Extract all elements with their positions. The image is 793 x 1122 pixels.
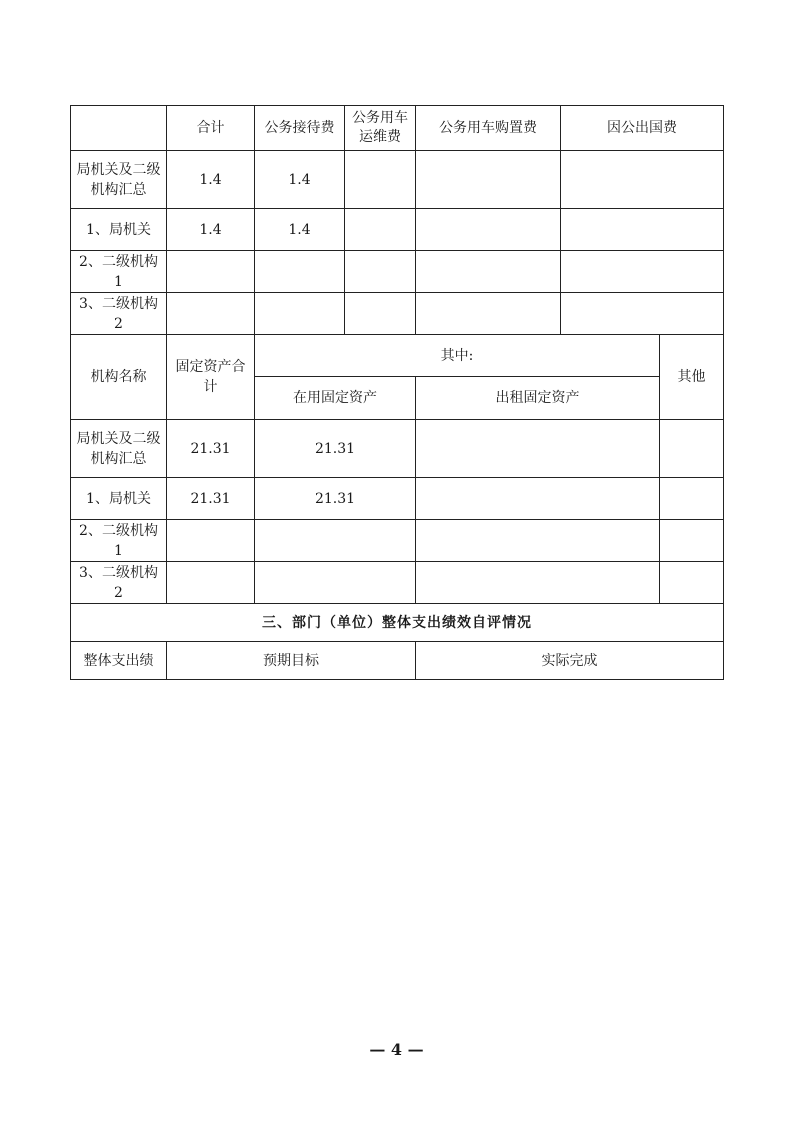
expense-row-name: 3、二级机构 2 [71,293,167,335]
asset-header-org: 机构名称 [71,335,167,420]
expense-row-name: 局机关及二级机构汇总 [71,151,167,209]
asset-row-rented [416,478,660,520]
table-row [71,478,724,520]
expense-header-blank [71,106,167,151]
section-title-row [71,604,724,642]
table-row [71,209,724,251]
asset-row-total [167,520,255,562]
expense-header-reception: 公务接待费 [255,106,345,151]
asset-row-other [660,478,724,520]
performance-header-overall: 整体支出绩 [71,642,167,680]
expense-row-car-maintenance [345,209,416,251]
asset-row-name: 3、二级机构 2 [71,562,167,604]
expense-row-total [167,251,255,293]
asset-header-other: 其他 [660,335,724,420]
expense-row-car-purchase [416,209,561,251]
asset-header-of-which: 其中: [255,335,660,377]
asset-row-rented [416,562,660,604]
expense-header-car-maintenance: 公务用车 运维费 [345,106,416,151]
asset-row-total [167,562,255,604]
expense-row-total: 1.4 [167,209,255,251]
asset-row-total: 21.31 [167,478,255,520]
asset-row-rented [416,420,660,478]
asset-row-in-use: 21.31 [255,478,416,520]
asset-header-total: 固定资产合计 [167,335,255,420]
expense-header-total: 合计 [167,106,255,151]
asset-row-in-use [255,520,416,562]
table-row [71,562,724,604]
expense-row-abroad [561,293,724,335]
expense-header-row [71,106,724,151]
expense-row-total: 1.4 [167,151,255,209]
expense-row-name: 1、局机关 [71,209,167,251]
expense-row-reception: 1.4 [255,209,345,251]
performance-header-row [71,642,724,680]
asset-header-rented: 出租固定资产 [416,377,660,420]
expense-header-abroad: 因公出国费 [561,106,724,151]
expense-row-car-maintenance [345,151,416,209]
expense-asset-table [70,105,724,680]
expense-row-reception: 1.4 [255,151,345,209]
asset-header-in-use: 在用固定资产 [255,377,416,420]
expense-row-car-purchase [416,251,561,293]
asset-row-rented [416,520,660,562]
expense-header-car-purchase: 公务用车购置费 [416,106,561,151]
asset-row-in-use [255,562,416,604]
expense-row-reception [255,293,345,335]
asset-row-name: 局机关及二级机构汇总 [71,420,167,478]
expense-row-car-maintenance [345,251,416,293]
performance-header-expected: 预期目标 [167,642,416,680]
asset-row-other [660,420,724,478]
asset-header-row [71,335,724,377]
expense-row-total [167,293,255,335]
section-title: 三、部门（单位）整体支出绩效自评情况 [71,604,724,642]
asset-row-other [660,520,724,562]
asset-row-name: 2、二级机构 1 [71,520,167,562]
expense-row-name: 2、二级机构 1 [71,251,167,293]
page-number: — 4 — [369,1040,424,1059]
expense-row-reception [255,251,345,293]
asset-row-total: 21.31 [167,420,255,478]
performance-header-actual: 实际完成 [416,642,724,680]
table-row [71,520,724,562]
expense-row-abroad [561,209,724,251]
expense-row-car-purchase [416,293,561,335]
table-row [71,293,724,335]
expense-row-car-maintenance [345,293,416,335]
expense-row-car-purchase [416,151,561,209]
table-row [71,151,724,209]
asset-row-other [660,562,724,604]
asset-row-in-use: 21.31 [255,420,416,478]
table-row [71,420,724,478]
expense-row-abroad [561,151,724,209]
asset-row-name: 1、局机关 [71,478,167,520]
table-row [71,251,724,293]
expense-row-abroad [561,251,724,293]
